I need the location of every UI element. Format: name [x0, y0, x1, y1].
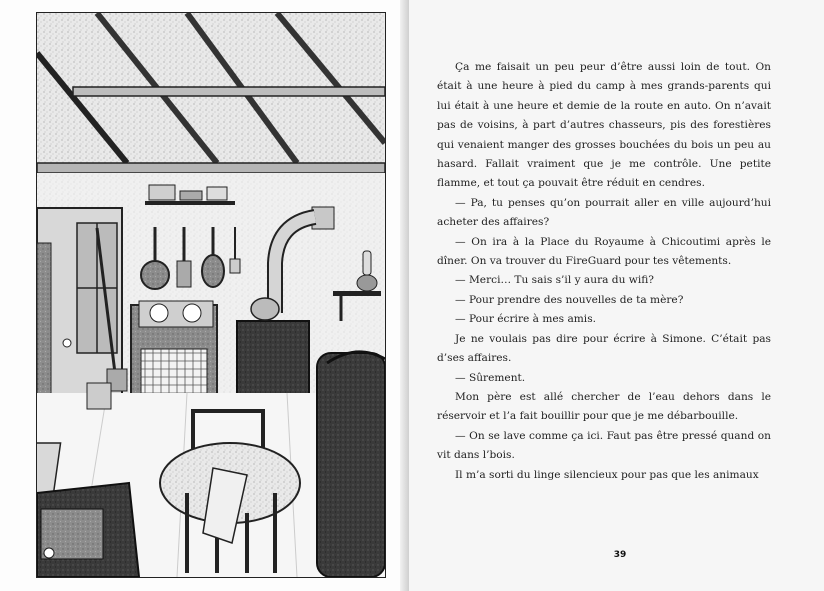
- cabin-interior-illustration: [36, 12, 386, 578]
- left-page: [0, 0, 409, 591]
- paragraph: Je ne voulais pas dire pour écrire à Simone. C’était pas d’ses affaires.: [437, 332, 771, 365]
- paragraph: Il m’a sorti du linge silencieux pour pas que les animaux: [455, 468, 759, 481]
- paragraph: — Pa, tu penses qu’on pourrait aller en ville aujourd’hui acheter des affaires?: [437, 196, 771, 229]
- paragraph: — On ira à la Place du Royaume à Chicoutimi après le dîner. On va trouver du FireGuard pour tes vêtements.: [437, 235, 771, 268]
- page-text: [437, 58, 771, 485]
- paragraph: Ça me faisait un peu peur d’être aussi loin de tout. On était à une heure à pied du camp à mes grands-parents qui lui était à une heure et demie de la route en auto. On n’avait pas de voisins, à part d’autres chasseurs, pis des forestières qui venaient manger des grosses bouchées du bois un peu au hasard. Fallait vraiment que je me contrôle. Une petite flamme, et tout ça pouvait être réduit en cendres.: [437, 61, 771, 190]
- ceiling: [37, 13, 385, 173]
- paragraph: — Pour écrire à mes amis.: [455, 313, 597, 326]
- armchair: [317, 352, 385, 577]
- paragraph: — Merci… Tu sais s’il y aura du wifi?: [455, 274, 654, 287]
- paragraph: — Pour prendre des nouvelles de ta mère?: [455, 293, 684, 306]
- paragraph: — Sûrement.: [455, 371, 526, 384]
- paragraph: — On se lave comme ça ici. Faut pas être pressé quand on vit dans l’bois.: [437, 429, 771, 462]
- page-number: 39: [613, 550, 627, 560]
- bench: [37, 483, 139, 577]
- paragraph: Mon père est allé chercher de l’eau dehors dans le réservoir et l’a fait bouillir pour que je me débarbouille.: [437, 390, 771, 423]
